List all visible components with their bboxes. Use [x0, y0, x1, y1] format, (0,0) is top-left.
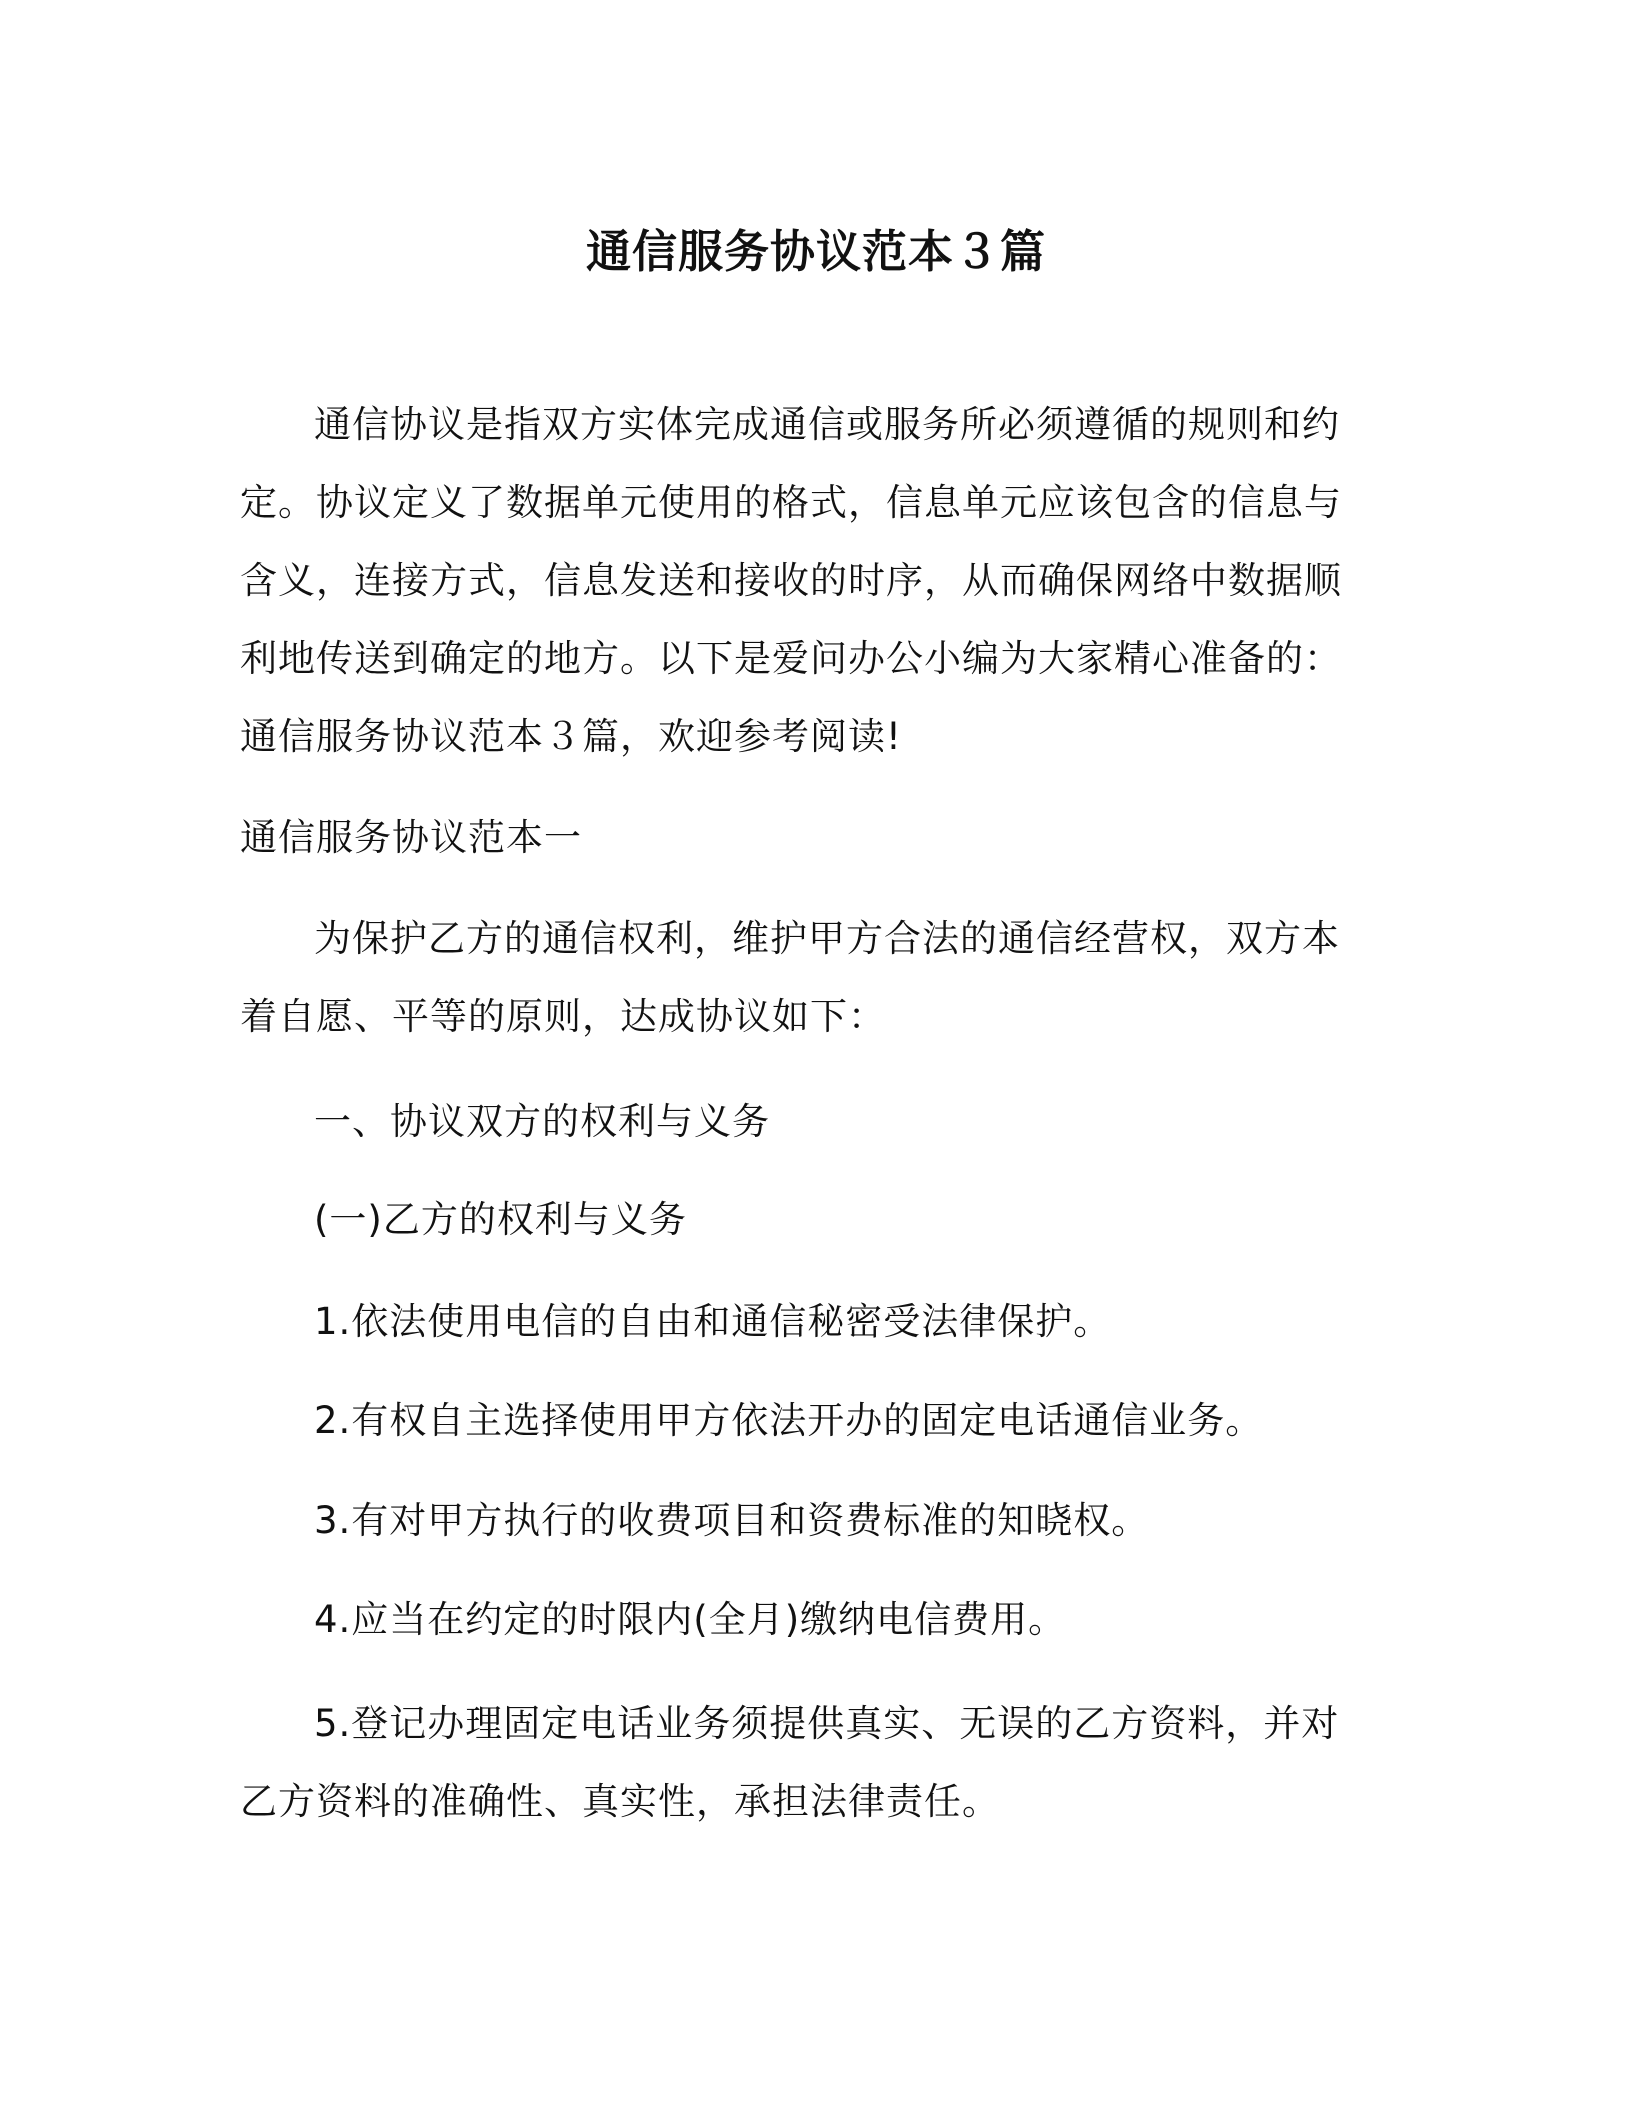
- intro-paragraph: 通信协议是指双方实体完成通信或服务所必须遵循的规则和约定。协议定义了数据单元使用的格式，信息单元应该包含的信息与含义，连接方式，信息发送和接收的时序，从而确保网络中数据顺利地传送到确定的地方。以下是爱问办公小编为大家精心准备的：通信服务协议范本３篇，欢迎参考阅读!: [240, 403, 1342, 758]
- subclause-heading: (一)乙方的权利与义务: [314, 1198, 687, 1241]
- clause-heading: 一、协议双方的权利与义务: [314, 1100, 770, 1143]
- document-title: 通信服务协议范本３篇: [585, 225, 1046, 278]
- preamble-paragraph: 为保护乙方的通信权利，维护甲方合法的通信经营权，双方本着自愿、平等的原则，达成协议如下：: [240, 917, 1340, 1038]
- list-item: 3.有对甲方执行的收费项目和资费标准的知晓权。: [314, 1499, 1150, 1542]
- list-item: 1.依法使用电信的自由和通信秘密受法律保护。: [314, 1300, 1112, 1343]
- list-item: 5.登记办理固定电话业务须提供真实、无误的乙方资料，并对乙方资料的准确性、真实性，承担法律责任。: [240, 1702, 1340, 1823]
- list-item: 2.有权自主选择使用甲方依法开办的固定电话通信业务。: [314, 1399, 1264, 1442]
- section-heading: 通信服务协议范本一: [240, 816, 582, 859]
- list-item: 4.应当在约定的时限内(全月)缴纳电信费用。: [314, 1598, 1067, 1641]
